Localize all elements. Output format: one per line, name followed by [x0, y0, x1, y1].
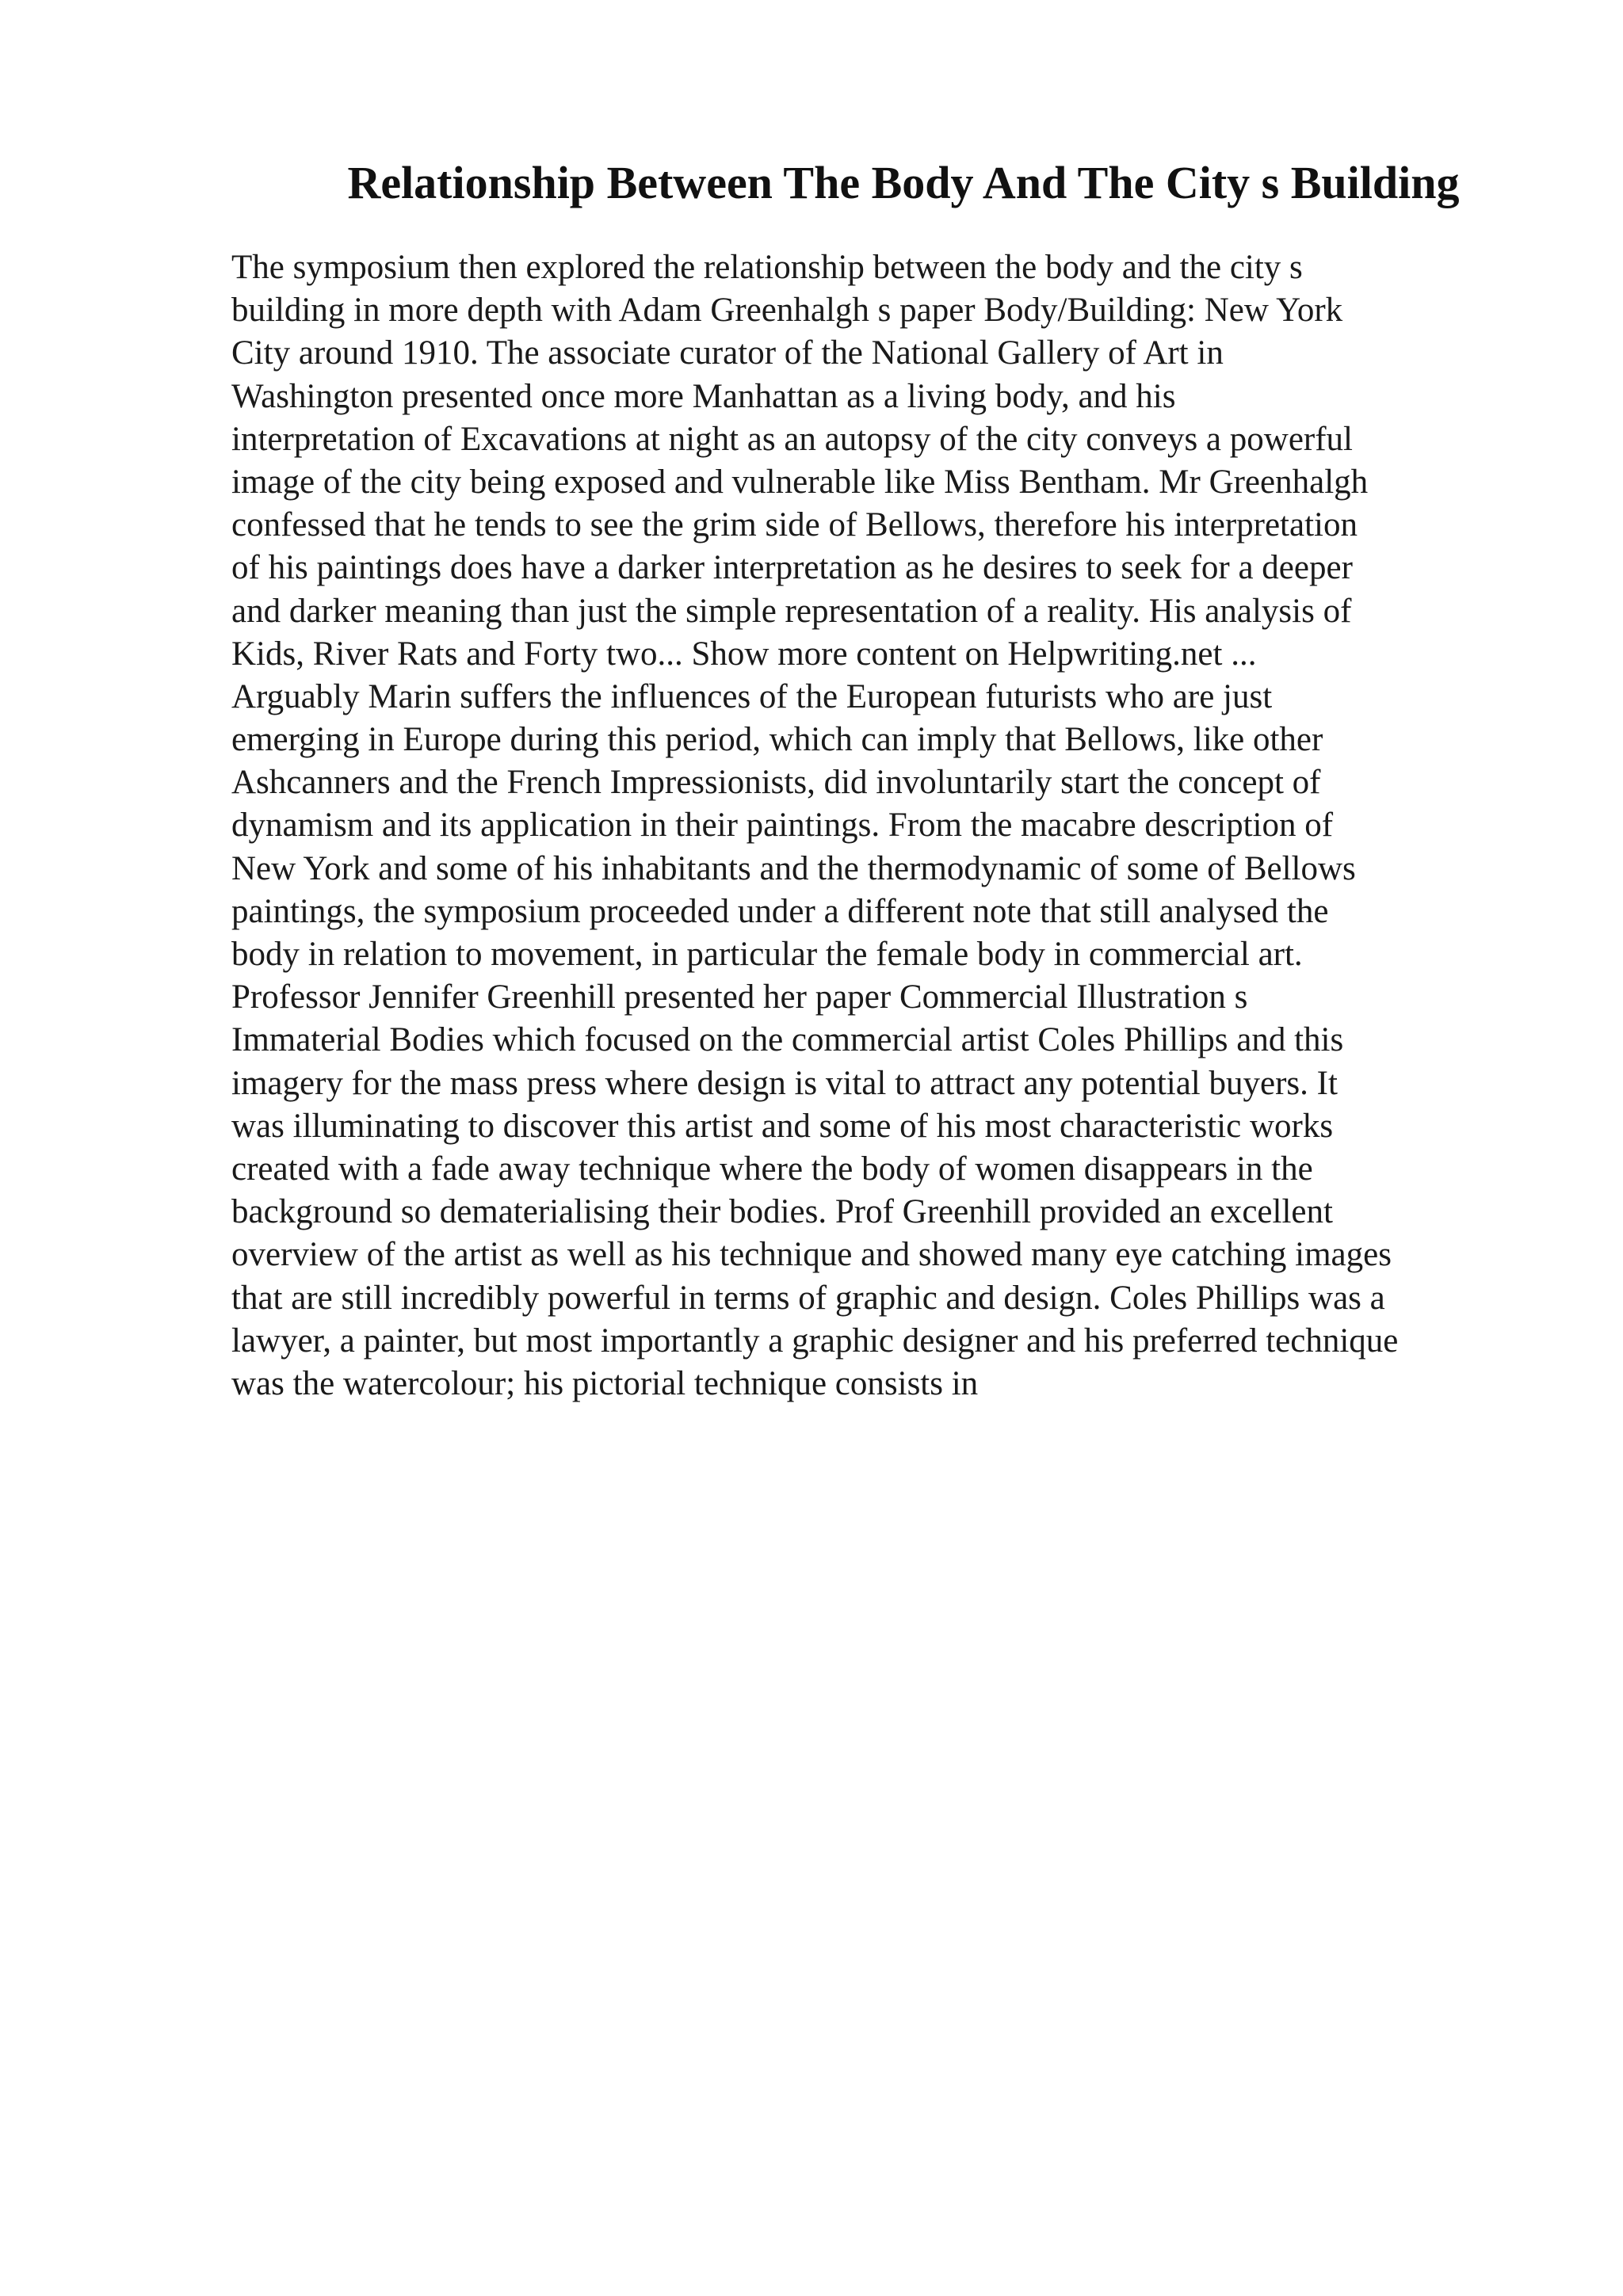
body-line: Professor Jennifer Greenhill presented her paper Commercial Illustration s: [231, 978, 1248, 1016]
document-title: Relationship Between The Body And The City s Building: [347, 157, 1460, 208]
body-line: overview of the artist as well as his technique and showed many eye catching images: [231, 1236, 1392, 1274]
body-line: that are still incredibly powerful in terms of graphic and design. Coles Phillips was a: [231, 1279, 1385, 1317]
body-line: Ashcanners and the French Impressionists, did involuntarily start the concept of: [231, 764, 1321, 802]
body-line: lawyer, a painter, but most importantly a graphic designer and his preferred technique: [231, 1322, 1399, 1360]
body-line: created with a fade away technique where the body of women disappears in the: [231, 1150, 1313, 1188]
body-line: confessed that he tends to see the grim side of Bellows, therefore his interpretation: [231, 506, 1358, 544]
body-line: dynamism and its application in their paintings. From the macabre description of: [231, 807, 1334, 845]
body-line: interpretation of Excavations at night as an autopsy of the city conveys a powerful: [231, 420, 1353, 458]
document-body: [231, 246, 1579, 1405]
body-line: Kids, River Rats and Forty two... Show more content on Helpwriting.net ...: [231, 635, 1257, 673]
body-line: paintings, the symposium proceeded under a different note that still analysed the: [231, 892, 1329, 930]
body-line: of his paintings does have a darker interpretation as he desires to seek for a deeper: [231, 549, 1353, 587]
body-line: and darker meaning than just the simple representation of a reality. His analysis of: [231, 592, 1352, 630]
body-line: emerging in Europe during this period, which can imply that Bellows, like other: [231, 721, 1323, 759]
body-line: City around 1910. The associate curator of the National Gallery of Art in: [231, 334, 1224, 372]
body-line: Immaterial Bodies which focused on the commercial artist Coles Phillips and this: [231, 1021, 1344, 1059]
body-line: The symposium then explored the relationship between the body and the city s: [231, 249, 1303, 286]
body-line: Washington presented once more Manhattan as a living body, and his: [231, 377, 1176, 415]
body-line: body in relation to movement, in particular the female body in commercial art.: [231, 936, 1303, 973]
body-line: was the watercolour; his pictorial technique consists in: [231, 1364, 979, 1402]
body-line: imagery for the mass press where design is vital to attract any potential buyers. It: [231, 1064, 1338, 1102]
body-line: Arguably Marin suffers the influences of the European futurists who are just: [231, 677, 1273, 715]
body-line: New York and some of his inhabitants and the thermodynamic of some of Bellows: [231, 849, 1356, 887]
body-line: background so dematerialising their bodies. Prof Greenhill provided an excellent: [231, 1193, 1333, 1231]
body-line: was illuminating to discover this artist and some of his most characteristic works: [231, 1107, 1334, 1145]
body-line: building in more depth with Adam Greenhalgh s paper Body/Building: New York: [231, 292, 1343, 330]
body-line: image of the city being exposed and vulnerable like Miss Bentham. Mr Greenhalgh: [231, 463, 1369, 501]
